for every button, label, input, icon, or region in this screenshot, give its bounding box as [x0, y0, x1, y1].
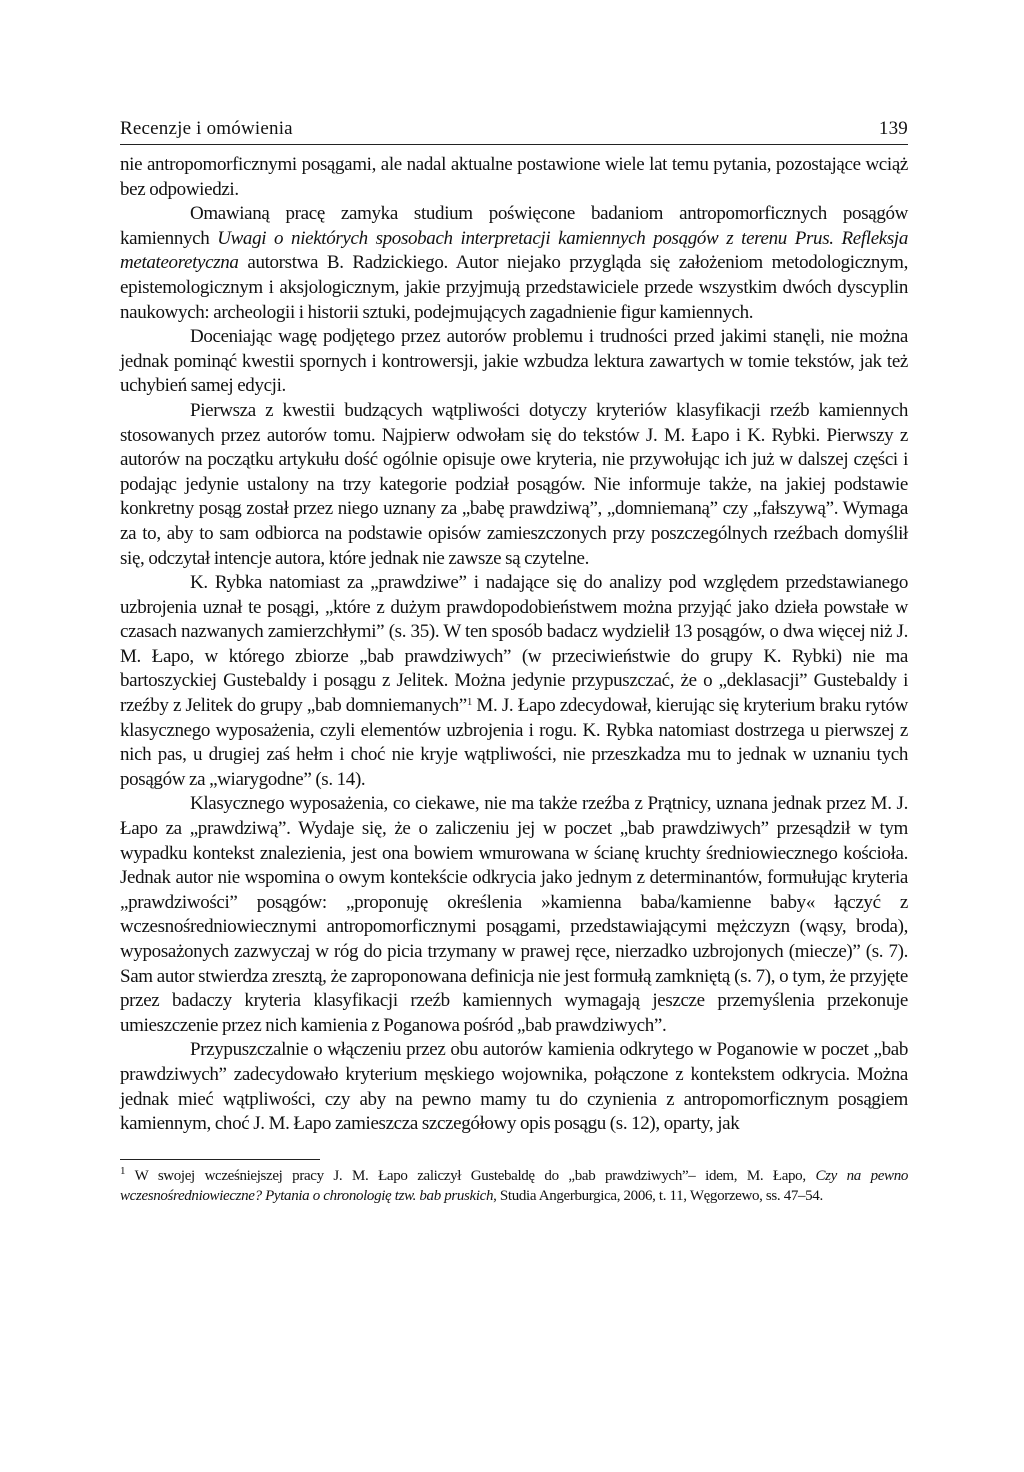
- footnote: $^1$ W swojej wcześniejszej pracy J. M. Łapo zaliczył Gustebaldę do „bab prawdziwych”– idem, M. Łapo, Czy na pewno wczesnośredniowieczne? Pytania o chronologię tzw. bab pruskich, Studia Angerburgica, 2006, t. 11, Węgorzewo, ss. 47–54.: [120, 1164, 908, 1204]
- paragraph-4: Pierwsza z kwestii budzących wątpliwości dotyczy kryteriów klasyfikacji rzeźb kamiennych stosowanych przez autorów tomu. Najpierw odwołam się do tekstów J. M. Łapo i K. Rybki. Pierwszy z autorów na początku artykułu dość ogólnie opisuje owe kryteria, nie przywołując ich już w dalszej części i podając jedynie ustalony na trzy kategorie podział posągów. Nie informuje także, na jakiej podstawie konkretny posąg został przez niego uznany za „babę prawdziwą”, „domniemaną” czy „fałszywą”. Wymaga za to, aby to sam odbiorca na podstawie opisów zamieszczonych przy poszczególnych rzeźbach domyślił się, odczytał intencje autora, które jednak nie zawsze są czytelne.: [120, 399, 908, 569]
- paragraph-7: Przypuszczalnie o włączeniu przez obu autorów kamienia odkrytego w Poganowie w poczet „bab prawdziwych” zadecydowało kryterium męskiego wojownika, połączone z kontekstem odkrycia. Można jednak mieć wątpliwości, czy aby na pewno mamy tu do czynienia z antropomorficznym posągiem kamiennym, choć J. M. Łapo zamieszcza szczegółowy opis posągu (s. 12), oparty, jak: [120, 1039, 908, 1135]
- paragraph-5: K. Rybka natomiast za „prawdziwe” i nadające się do analizy pod względem przedstawianego uzbrojenia uznał te posągi, „które z dużym prawdopodobieństwem można przyjąć jako dzieła powstałe w czasach nazwanych zamierzchłymi” (s. 35). W ten sposób badacz wydzielił 13 posągów, o dwa więcej niż J. M. Łapo, w którego zbiorze „bab prawdziwych” (w przeciwieństwie do grupy K. Rybki) nie ma bartoszyckiej Gustebaldy i posągu z Jelitek. Można jedynie przypuszczać, że o „deklasacji” Gustebaldy i rzeźby z Jelitek do grupy „bab domniemanych”$^1$ M. J. Łapo zdecydował, kierując się kryterium braku rytów klasycznego wyposażenia, czyli elementów uzbrojenia i rogu. K. Rybka natomiast dostrzega u pierwszej z nich pas, u drugiej zaś hełm i choć nie kryje wątpliwości, nie przeszkadza mu to jednak w uznaniu tych posągów za „wiarygodne” (s. 14).: [120, 572, 908, 790]
- footnote-separator: [120, 1159, 320, 1160]
- paragraph-2: Omawianą pracę zamyka studium poświęcone badaniom antropomorficznych posągów kamiennych Uwagi o niektórych sposobach interpretacji kamiennych posągów z terenu Prus. Refleksja metateoretyczna autorstwa B. Radzickiego. Autor niejako przygląda się założeniom metodologicznym, epistemologicznym i aksjologicznym, jakie przyjmują przedstawiciele przede wszystkim dwóch dyscyplin naukowych: archeologii i historii sztuki, podejmujących zagadnienie figur kamiennych.: [120, 203, 908, 323]
- page: [120, 118, 908, 1206]
- paragraph-6: Klasycznego wyposażenia, co ciekawe, nie ma także rzeźba z Prątnicy, uznana jednak przez M. J. Łapo za „prawdziwą”. Wydaje się, że o zaliczeniu jej w poczet „bab prawdziwych” przesądził w tym wypadku kontekst znalezienia, jest ona bowiem wmurowana w ścianę kruchty średniowiecznego kościoła. Jednak autor nie wspomina o owym kontekście odkrycia jako jednym z determinantów, formułując kryteria „prawdziwości” posągów: „proponuję określenia »kamienna baba/kamienne baby« łączyć z wczesnośredniowiecznymi antropomorficznymi posągami, przedstawiającymi mężczyzn (wąsy, broda), wyposażonych zazwyczaj w róg do picia trzymany w prawej ręce, nierzadko uzbrojonych (miecze)” (s. 7). Sam autor stwierdza zresztą, że zaproponowana definicja nie jest formułą zamkniętą (s. 7), o tym, że przyjęte przez badaczy kryteria klasyfikacji rzeźb kamiennych wymagają jeszcze przemyślenia przekonuje umieszczenie przez nich kamienia z Poganowa pośród „bab prawdziwych”.: [120, 793, 908, 1036]
- paragraph-1: nie antropomorficznymi posągami, ale nadal aktualne postawione wiele lat temu pytania, pozostające wciąż bez odpowiedzi.: [120, 154, 908, 200]
- footnote-reference[interactable]: 1: [466, 696, 472, 709]
- page-number: 139: [878, 118, 908, 139]
- cited-title: Uwagi o niektórych sposobach interpretacji kamiennych posągów z terenu Prus. Refleksja metateoretyczna: [120, 227, 908, 274]
- main-text: [120, 153, 908, 1137]
- running-header: [120, 118, 908, 145]
- paragraph-3: Doceniając wagę podjętego przez autorów problemu i trudności przed jakimi stanęli, nie można jednak pominąć kwestii spornych i kontrowersji, jakie wzbudza lektura zawartych w tomie tekstów, jak też uchybień samej edycji.: [120, 326, 908, 397]
- section-title: Recenzje i omówienia: [120, 118, 293, 139]
- footnote-cited-title: Czy na pewno wczesnośredniowieczne? Pytania o chronologię tzw. bab pruskich: [120, 1167, 908, 1204]
- footnote-number: 1: [120, 1164, 126, 1177]
